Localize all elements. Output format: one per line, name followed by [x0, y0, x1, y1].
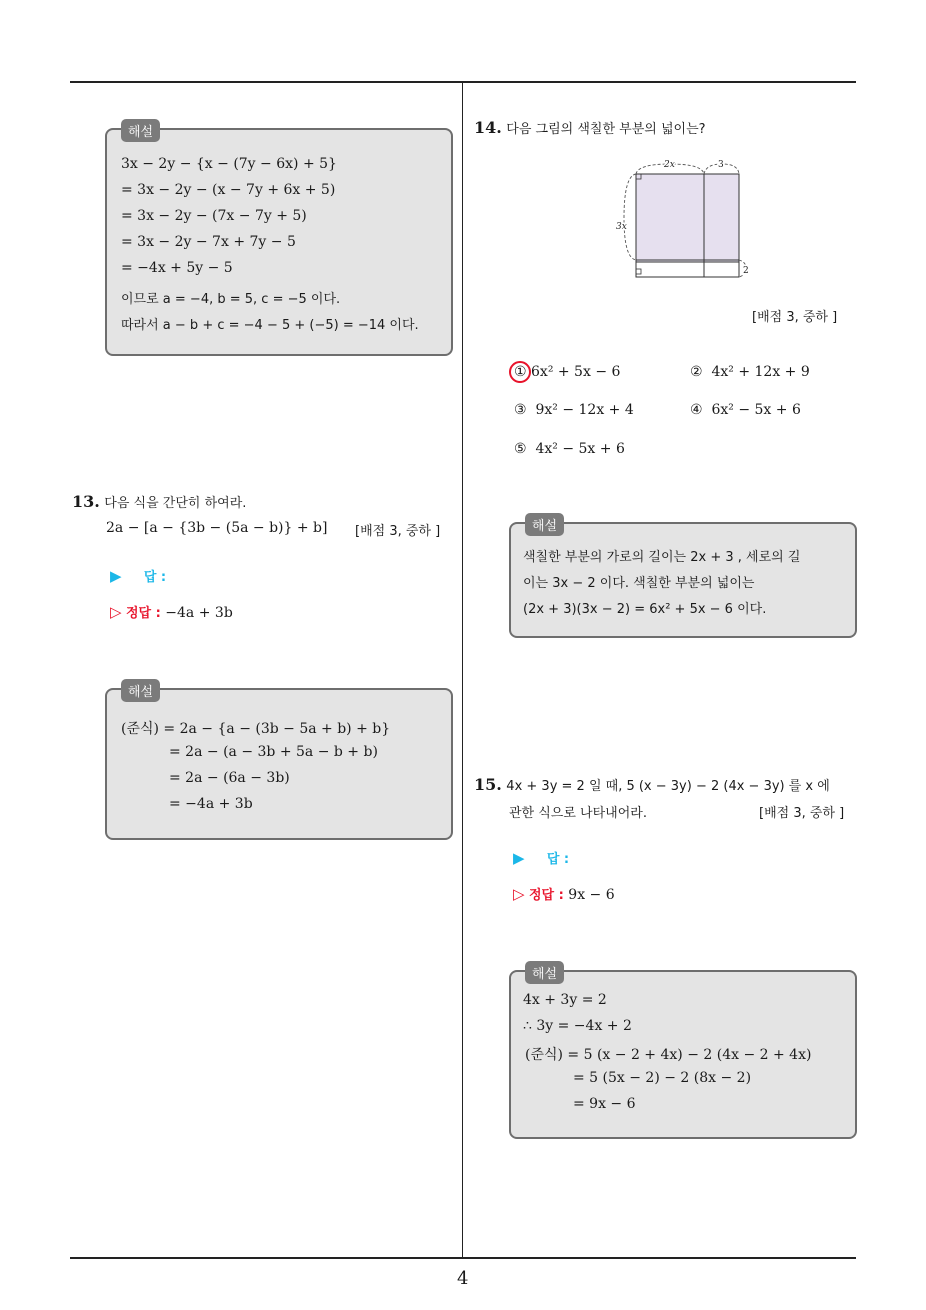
choice-4[interactable]	[690, 402, 801, 418]
choice-expr: 9x² − 12x + 4	[535, 402, 634, 418]
q12-solution-box	[105, 125, 453, 356]
column-divider	[462, 83, 463, 1258]
q14-score: [배점 3, 중하 ]	[752, 310, 838, 325]
choice-expr: 4x² − 5x + 6	[535, 441, 625, 457]
play-arrow-icon: ▶	[513, 849, 525, 867]
choice-number: ①	[514, 364, 527, 380]
q15-score: [배점 3, 중하 ]	[759, 806, 845, 821]
shaded-region	[636, 174, 739, 262]
choice-number: ②	[690, 364, 703, 380]
choice-expr: 6x² + 5x − 6	[531, 364, 621, 380]
solution-line: = 3x − 2y − (x − 7y + 6x + 5)	[121, 182, 336, 198]
solution-line: (준식) = 2a − {a − (3b − 5a + b) + b}	[121, 721, 391, 737]
q13-answer-row	[110, 566, 166, 585]
question-text: 4x + 3y = 2 일 때, 5 (x − 3y) − 2 (4x − 3y) 를 x 에	[506, 779, 830, 794]
q13-expression: 2a − [a − {3b − (5a − b)} + b]	[106, 520, 328, 536]
choice-2[interactable]	[690, 364, 810, 380]
q15-question-line2: 관한 식으로 나타내어라.	[509, 806, 647, 821]
q13-question	[72, 492, 246, 511]
solution-line: = 5 (5x − 2) − 2 (8x − 2)	[573, 1070, 752, 1086]
solution-line: = −4a + 3b	[169, 796, 253, 812]
correct-label: 정답 :	[126, 606, 161, 621]
top-rule	[70, 81, 856, 83]
outline-arrow-icon: ▷	[110, 603, 122, 621]
solution-tag: 해설	[525, 961, 564, 984]
choice-3[interactable]	[514, 402, 634, 418]
answer-label: 답 :	[143, 570, 167, 585]
outline-arrow-icon: ▷	[513, 885, 525, 903]
label-2x: 2x	[664, 160, 675, 170]
q15-question	[474, 775, 830, 794]
q13-correct-row	[110, 602, 233, 621]
solution-line: (2x + 3)(3x − 2) = 6x² + 5x − 6 이다.	[523, 602, 767, 617]
label-2: 2	[743, 266, 749, 276]
correct-value: 9x − 6	[568, 887, 615, 903]
q14-figure	[612, 154, 752, 286]
solution-tag: 해설	[121, 119, 160, 142]
solution-line: ∴ 3y = −4x + 2	[523, 1018, 632, 1034]
solution-line: = 2a − (6a − 3b)	[169, 770, 290, 786]
left-brace	[624, 174, 636, 260]
solution-line: = 9x − 6	[573, 1096, 636, 1112]
question-number: 13.	[72, 492, 100, 511]
choice-number: ④	[690, 402, 703, 418]
solution-line: = 3x − 2y − 7x + 7y − 5	[121, 234, 296, 250]
label-3x: 3x	[616, 222, 627, 232]
right-angle-mark	[636, 269, 641, 274]
solution-line: 이는 3x − 2 이다. 색칠한 부분의 넓이는	[523, 576, 755, 591]
solution-line: = 3x − 2y − (7x − 7y + 5)	[121, 208, 307, 224]
q15-correct-row	[513, 884, 615, 903]
question-text: 다음 그림의 색칠한 부분의 넓이는?	[506, 122, 706, 137]
choice-expr: 6x² − 5x + 6	[711, 402, 801, 418]
solution-tag: 해설	[525, 513, 564, 536]
solution-line: = −4x + 5y − 5	[121, 260, 233, 276]
solution-line: 4x + 3y = 2	[523, 992, 607, 1008]
page-number: 4	[457, 1268, 469, 1289]
choice-expr: 4x² + 12x + 9	[711, 364, 810, 380]
solution-tag: 해설	[121, 679, 160, 702]
q15-solution-box	[509, 967, 857, 1139]
choice-number: ③	[514, 402, 527, 418]
answer-label: 답 :	[546, 852, 570, 867]
solution-line: = 2a − (a − 3b + 5a − b + b)	[169, 744, 378, 760]
choice-5[interactable]	[514, 441, 625, 457]
choice-1[interactable]	[514, 364, 620, 380]
solution-line: 이므로 a = −4, b = 5, c = −5 이다.	[121, 292, 341, 307]
solution-line: 3x − 2y − {x − (7y − 6x) + 5}	[121, 156, 337, 172]
solution-line: 색칠한 부분의 가로의 길이는 2x + 3 , 세로의 길	[523, 550, 801, 565]
choice-number: ⑤	[514, 441, 527, 457]
bottom-rule	[70, 1257, 856, 1259]
question-text: 다음 식을 간단히 하여라.	[104, 496, 247, 511]
q13-solution-box	[105, 685, 453, 840]
q13-score: [배점 3, 중하 ]	[355, 524, 441, 539]
q14-question	[474, 118, 706, 137]
q15-answer-row	[513, 848, 569, 867]
correct-label: 정답 :	[529, 888, 564, 903]
play-arrow-icon: ▶	[110, 567, 122, 585]
question-number: 14.	[474, 118, 502, 137]
question-number: 15.	[474, 775, 502, 794]
solution-line: (준식) = 5 (x − 2 + 4x) − 2 (4x − 2 + 4x)	[525, 1047, 812, 1063]
q14-solution-box	[509, 519, 857, 638]
correct-value: −4a + 3b	[165, 605, 233, 621]
label-3: 3	[718, 160, 724, 170]
solution-line: 따라서 a − b + c = −4 − 5 + (−5) = −14 이다.	[121, 318, 419, 333]
